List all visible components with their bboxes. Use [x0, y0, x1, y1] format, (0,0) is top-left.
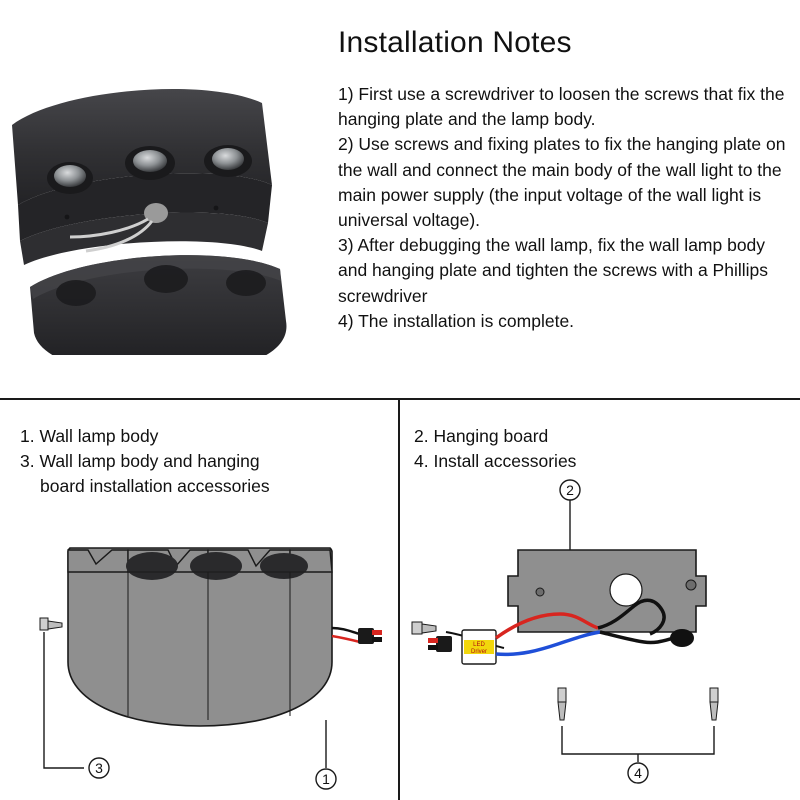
step-3: 3) After debugging the wall lamp, fix the wall lamp body and hanging plate and tighten the screws with a Phillips screwdriver: [338, 235, 768, 306]
svg-text:3: 3: [95, 760, 103, 776]
svg-text:1: 1: [322, 771, 330, 787]
panel-left-line-2b: board installation accessories: [40, 475, 270, 496]
panel-right-line-2: 4. Install accessories: [414, 450, 577, 471]
hanging-board-diagram: [400, 400, 800, 800]
lamp-upper-body: [12, 89, 272, 265]
install-accessory-pins: [558, 688, 718, 720]
callout-four: [562, 726, 714, 783]
step-2: 2) Use screws and fixing plates to fix the hanging plate on the wall and connect the main body of the wall light to the main power supply (the input voltage of the wall light is universal voltage).: [338, 134, 786, 230]
panel-left-line-2: 3. Wall lamp body and hanging: [20, 450, 260, 471]
step-1: 1) First use a screwdriver to loosen the screws that fix the hanging plate and the lamp body.: [338, 84, 785, 130]
lamp-lower-cover: [30, 255, 286, 355]
panel-right-line-1: 2. Hanging board: [414, 426, 549, 446]
panel-hanging-board: [400, 400, 800, 800]
driver-label-line-1: LED: [473, 642, 485, 648]
hanging-plate: [508, 550, 706, 632]
callout-one: [316, 720, 336, 789]
page-title: Installation Notes: [338, 26, 572, 59]
panel-left-line-1: 1. Wall lamp body: [20, 426, 159, 446]
driver-label-line-2: Driver: [471, 649, 487, 655]
wire-connector-right: [332, 628, 382, 644]
lamp-body-shape: [68, 548, 332, 726]
exploded-lamp-illustration: [0, 55, 320, 355]
panel-wall-lamp-body: [0, 400, 398, 800]
svg-text:2: 2: [566, 482, 574, 498]
wall-lamp-body-diagram: [0, 400, 398, 800]
svg-text:4: 4: [634, 765, 642, 781]
installation-steps: [338, 82, 790, 334]
callout-two: [560, 480, 580, 550]
screw-left: [40, 618, 62, 630]
step-4: 4) The installation is complete.: [338, 310, 575, 331]
top-section: [0, 0, 800, 398]
